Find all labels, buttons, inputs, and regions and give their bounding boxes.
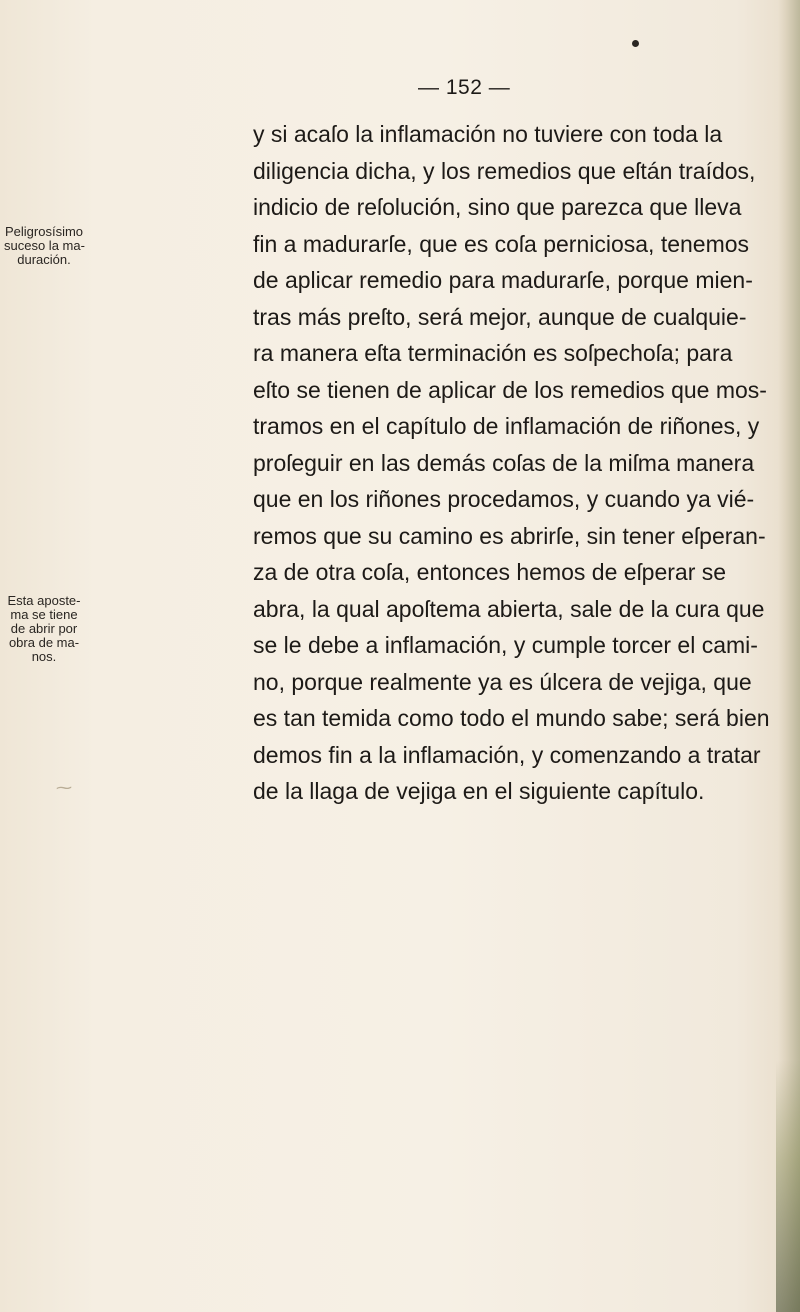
margin-note	[4, 225, 84, 267]
page-stain	[776, 1060, 800, 1312]
text-line: proſeguir en las demás coſas de la miſma manera	[253, 449, 755, 476]
text-line: y si acaſo la inflamación no tuviere con toda la	[253, 121, 723, 147]
text-line: indicio de reſolución, sino que parezca que lleva	[253, 194, 742, 220]
page-number: — 152 —	[418, 76, 511, 99]
text-line: es tan temida como todo el mundo sabe; será bien	[253, 705, 770, 731]
text-line: diligencia dicha, y los remedios que eſtán traídos,	[253, 157, 756, 184]
text-line: de la llaga de vejiga en el siguiente capítulo.	[253, 778, 705, 804]
margin-note-line: obra de ma-	[8, 635, 80, 650]
text-line: ra manera eſta terminación es soſpechoſa; para	[253, 340, 733, 366]
margin-note-line: Peligrosísimo	[4, 224, 84, 239]
text-line: de aplicar remedio para madurarſe, porque mien-	[253, 267, 753, 293]
text-line: se le debe a inflamación, y cumple torcer el cami-	[253, 632, 758, 658]
margin-note	[4, 594, 84, 664]
margin-note-line: nos.	[31, 649, 57, 664]
margin-note-line: ma se tiene	[10, 607, 78, 622]
margin-note-line: duración.	[17, 252, 71, 267]
text-line: demos fin a la inflamación, y comenzando a tratar	[253, 741, 761, 768]
margin-note-line: de abrir por	[10, 621, 78, 636]
text-line: remos que su camino es abrirſe, sin tener eſperan-	[253, 522, 766, 549]
text-line: tras más preſto, será mejor, aunque de cualquie-	[253, 303, 747, 330]
text-line: abra, la qual apoſtema abierta, sale de la cura que	[253, 595, 765, 622]
margin-note-line: suceso la ma-	[4, 238, 85, 253]
text-line: fin a madurarſe, que es coſa perniciosa, tenemos	[253, 230, 750, 257]
margin-note-line: Esta aposte-	[7, 593, 81, 608]
ink-dot	[632, 40, 639, 47]
text-line: eſto se tienen de aplicar de los remedios que mos-	[253, 376, 767, 403]
text-line: que en los riñones procedamos, y cuando ya vié-	[253, 486, 755, 512]
text-line: za de otra coſa, entonces hemos de eſperar se	[253, 559, 727, 585]
body-text	[253, 116, 800, 810]
pencil-scribble: ⁓	[56, 780, 72, 797]
text-line: no, porque realmente ya es úlcera de vejiga, que	[253, 668, 752, 695]
text-line: tramos en el capítulo de inflamación de riñones, y	[253, 413, 760, 439]
